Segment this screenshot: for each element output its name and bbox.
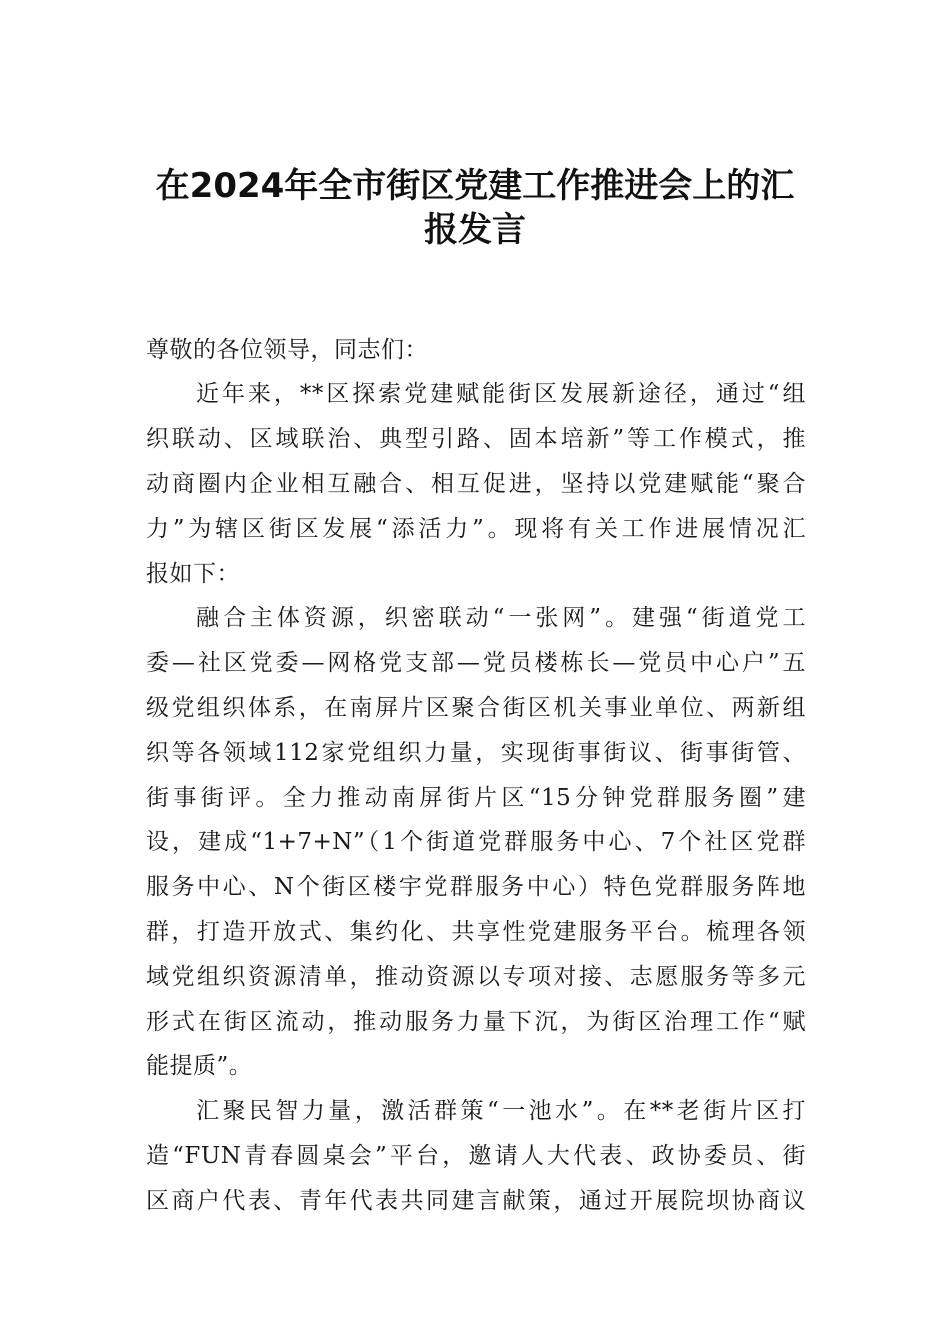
paragraph-2-line-8: 群，打造开放式、集约化、共享性党建服务平台。梳理各领 <box>146 919 806 945</box>
paragraph-2-line-7: 服务中心、N个街区楼宇党群服务中心）特色党群服务阵地 <box>146 874 806 900</box>
paragraph-2-line-9: 域党组织资源清单，推动资源以专项对接、志愿服务等多元 <box>146 964 806 990</box>
paragraph-3-line-1: 汇聚民智力量，激活群策“一池水”。在**老街片区打 <box>196 1098 806 1124</box>
paragraph-1-line-2: 织联动、区域联治、典型引路、固本培新”等工作模式，推 <box>146 426 806 452</box>
paragraph-2-line-6: 设，建成“1+7+N”（1个街道党群服务中心、7个社区党群 <box>146 829 806 855</box>
paragraph-2-line-10: 形式在街区流动，推动服务力量下沉，为街区治理工作“赋 <box>146 1009 806 1035</box>
paragraph-1-line-5: 报如下： <box>146 561 240 587</box>
paragraph-3-line-2: 造“FUN青春圆桌会”平台，邀请人大代表、政协委员、街 <box>146 1143 806 1169</box>
paragraph-1-line-1: 近年来，**区探索党建赋能街区发展新途径，通过“组 <box>196 381 806 407</box>
paragraph-2-line-3: 级党组织体系，在南屏片区聚合街区机关事业单位、两新组 <box>146 695 806 721</box>
document-title-line-2: 报发言 <box>424 210 526 250</box>
paragraph-2-line-4: 织等各领域112家党组织力量，实现街事街议、街事街管、 <box>146 740 806 766</box>
paragraph-1-line-3: 动商圈内企业相互融合、相互促进，坚持以党建赋能“聚合 <box>146 471 806 497</box>
paragraph-2-line-11: 能提质”。 <box>146 1053 253 1079</box>
paragraph-3-line-3: 区商户代表、青年代表共同建言献策，通过开展院坝协商议 <box>146 1188 806 1214</box>
paragraph-2-line-5: 街事街评。全力推动南屏街片区“15分钟党群服务圈”建 <box>146 785 806 811</box>
paragraph-1-line-4: 力”为辖区街区发展“添活力”。现将有关工作进展情况汇 <box>146 516 806 542</box>
document-title-line-1: 在2024年全市街区党建工作推进会上的汇 <box>155 166 795 206</box>
paragraph-2-line-2: 委—社区党委—网格党支部—党员楼栋长—党员中心户”五 <box>146 650 806 676</box>
paragraph-2-line-1: 融合主体资源，织密联动“一张网”。建强“街道党工 <box>196 605 806 631</box>
salutation: 尊敬的各位领导，同志们： <box>146 337 428 363</box>
